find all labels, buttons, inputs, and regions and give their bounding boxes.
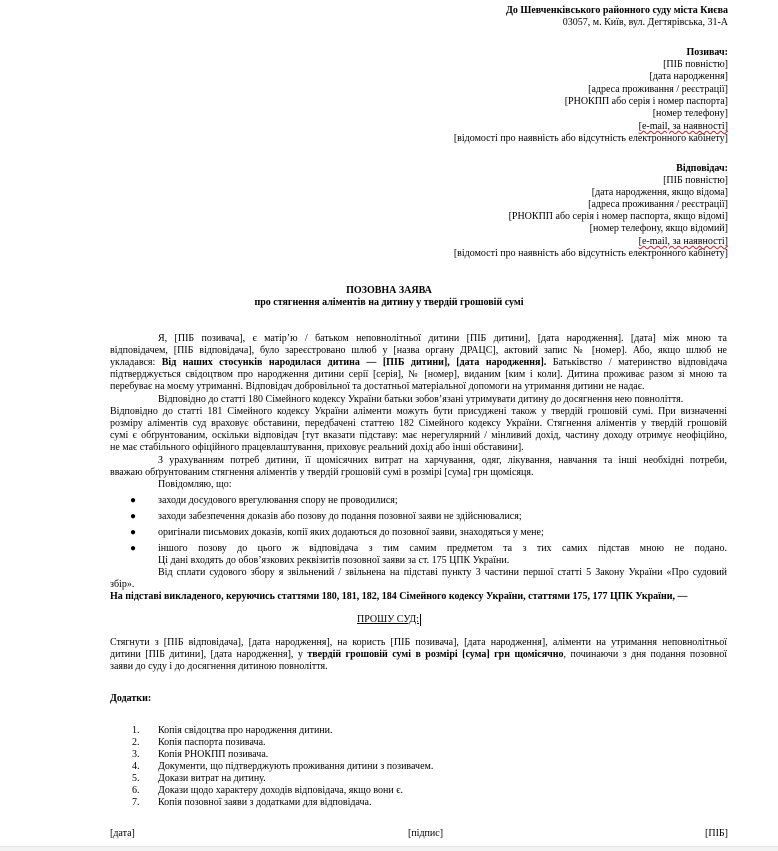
attachment-item: Докази витрат на дитину.	[158, 773, 266, 784]
defendant-line	[639, 236, 728, 248]
fee-line: збір».	[110, 579, 135, 590]
court-name: До Шевченківського районного суду міста Києва	[505, 5, 728, 16]
attachment-item: Документи, що підтверджують проживання дитини з позивачем.	[158, 761, 434, 772]
bold-phrase: твердій грошовій сумі в розмірі [сума] грн щомісячно	[307, 649, 564, 660]
list-number: 3.	[132, 749, 140, 760]
plaintiff-line: [номер телефону]	[652, 108, 728, 119]
request-title: ПРОШУ СУД:	[356, 614, 419, 625]
plaintiff-line: [дата народження]	[649, 71, 728, 82]
request-line: заяви до суду і до досягнення дитиною повноліття.	[110, 661, 328, 672]
defendant-email: [e-mail, за наявності]	[638, 236, 728, 247]
bullet-icon: ●	[130, 543, 137, 554]
request-line: Стягнути з [ПІБ відповідача], [дата народження], на користь [ПІБ позивача], [дата народження], аліменти на утримання неповнолітньої	[110, 637, 727, 648]
paragraph-line: Я, [ПІБ позивача], є матір’ю / батьком неповнолітньої дитини [ПІБ дитини], [дата народження]. [дата] між мною та	[158, 333, 727, 344]
paragraph-line: відповідачем, [ПІБ відповідача], було зареєстровано шлюб у [назва органу ДРАЦС], актовий запис № [номер]. Або, якщо шлюб не	[110, 345, 727, 356]
attachments-title: Додатки:	[110, 693, 152, 704]
defendant-line: [ПІБ повністю]	[663, 175, 728, 186]
court-address: 03057, м. Київ, вул. Дегтярівська, 31-А	[562, 17, 728, 28]
request-line: дитини [ПІБ дитини], [дата народження], у твердій грошовій сумі в розмірі [сума] грн щомісячно, починаючи з дня подання позовної	[110, 649, 727, 660]
plaintiff-line: [відомості про наявність або відсутність електронного кабінету]	[453, 133, 728, 144]
bullet-item: оригінали письмових доказів, копії яких додаються до позовної заяви, знаходяться у мене;	[158, 527, 544, 538]
attachment-item: Копія РНОКПП позивача.	[158, 749, 269, 760]
list-number: 5.	[132, 773, 140, 784]
paragraph-line: укладався: Від наших стосунків народилася дитина — [ПІБ дитини], [дата народження]. Батьківство / материнство відповідача	[110, 357, 728, 368]
plaintiff-line: [ПІБ повністю]	[663, 59, 728, 70]
attachment-item: Копія свідоцтва про народження дитини.	[158, 725, 333, 736]
fee-line: Від сплати судового збору я звільнений / звільнена на підставі пункту 3 частини першої статті 5 Закону України «Про судовий	[158, 567, 727, 578]
page-bottom-edge	[0, 846, 778, 851]
document-subtitle: про стягнення аліментів на дитину у твердій грошовій сумі	[254, 297, 524, 308]
signature-date: [дата]	[110, 828, 135, 839]
defendant-title: Відповідач:	[676, 163, 728, 174]
defendant-line: [відомості про наявність або відсутність електронного кабінету]	[453, 248, 728, 259]
attachment-item: Копія паспорта позивача.	[158, 737, 266, 748]
list-number: 6.	[132, 785, 140, 796]
plaintiff-line	[639, 121, 728, 133]
bullet-item-continuation: Ці дані входять до обов’язкових реквізитів позовної заяви за ст. 175 ЦПК України.	[158, 555, 510, 566]
plaintiff-line: [РНОКПП або серія і номер паспорта]	[564, 96, 728, 107]
paragraph-line: Відповідно до статті 180 Сімейного кодексу України батьки зобов’язані утримувати дитину до досягнення нею повноліття.	[158, 394, 684, 405]
plaintiff-line: [адреса проживання / реєстрації]	[588, 84, 728, 95]
list-number: 7.	[132, 797, 140, 808]
paragraph-line: Відповідно до статті 181 Сімейного кодексу України аліменти можуть бути присуджені також у твердій грошовій сумі. При визначенні	[110, 406, 727, 417]
paragraph-line: вважаю обґрунтованим стягнення аліментів у твердій грошовій сумі в розмірі [сума] грн щомісяця.	[110, 467, 534, 478]
bold-phrase: Від наших стосунків народилася дитина — [ПІБ дитини], [дата народження].	[161, 357, 547, 368]
defendant-line: [РНОКПП або серія і номер паспорта, якщо відомі]	[508, 211, 728, 222]
signature-name: [ПІБ]	[705, 828, 728, 839]
attachment-item: Докази щодо характеру доходів відповідача, якщо вони є.	[158, 785, 404, 796]
defendant-line: [номер телефону, якщо відомий]	[589, 223, 728, 234]
paragraph-line: З урахуванням потреб дитини, її щомісячних витрат на харчування, одяг, лікування, навчання та інші необхідні потреби,	[158, 455, 727, 466]
defendant-line: [адреса проживання / реєстрації]	[588, 199, 728, 210]
bullet-icon: ●	[130, 495, 137, 506]
list-number: 4.	[132, 761, 140, 772]
bullet-item: іншого позову до цього ж відповідача з тим самим предметом та з тих самих підстав мною не подано.	[158, 543, 727, 554]
list-number: 2.	[132, 737, 140, 748]
paragraph-line: перебуває на моєму утриманні. Відповідач добровільної та достатньої матеріальної допомоги на утримання дитини не надає.	[110, 381, 645, 392]
document-title: ПОЗОВНА ЗАЯВА	[346, 285, 432, 296]
bullet-item: заходи досудового врегулювання спору не проводилися;	[158, 495, 398, 506]
paragraph-line: підтверджується свідоцтвом про народження дитини серії [серія], № [номер], виданим [ким і коли]. Дитина проживає разом зі мною та	[110, 369, 727, 380]
plaintiff-email: [e-mail, за наявності]	[638, 121, 728, 132]
text-cursor	[420, 614, 421, 626]
basis-line: На підставі викладеного, керуючись статтями 180, 181, 182, 184 Сімейного кодексу України, статтями 175, 177 ЦПК України, —	[110, 591, 688, 602]
paragraph-line: розміру аліментів суд враховує обставини, передбачені статтею 182 Сімейного кодексу України. Стягнення аліментів у твердій грошовій	[110, 418, 727, 429]
paragraph-line: не має стабільного офіційного працевлаштування, приховує реальний дохід або інші обставини].	[110, 442, 524, 453]
notice-heading: Повідомляю, що:	[158, 479, 232, 490]
bullet-item: заходи забезпечення доказів або позову до подання позовної заяви не здійснювалися;	[158, 511, 522, 522]
attachment-item: Копія позовної заяви з додатками для відповідача.	[158, 797, 372, 808]
list-number: 1.	[132, 725, 140, 736]
bullet-icon: ●	[130, 511, 137, 522]
paragraph-line: сумі є обґрунтованим, оскільки відповідач [тут вказати підставу: має нерегулярний / мінливий дохід, частину доходу отримує неофіційно,	[110, 430, 727, 441]
signature-sign: [підпис]	[408, 828, 444, 839]
bullet-icon: ●	[130, 527, 137, 538]
plaintiff-title: Позивач:	[686, 47, 728, 58]
defendant-line: [дата народження, якщо відома]	[591, 187, 728, 198]
